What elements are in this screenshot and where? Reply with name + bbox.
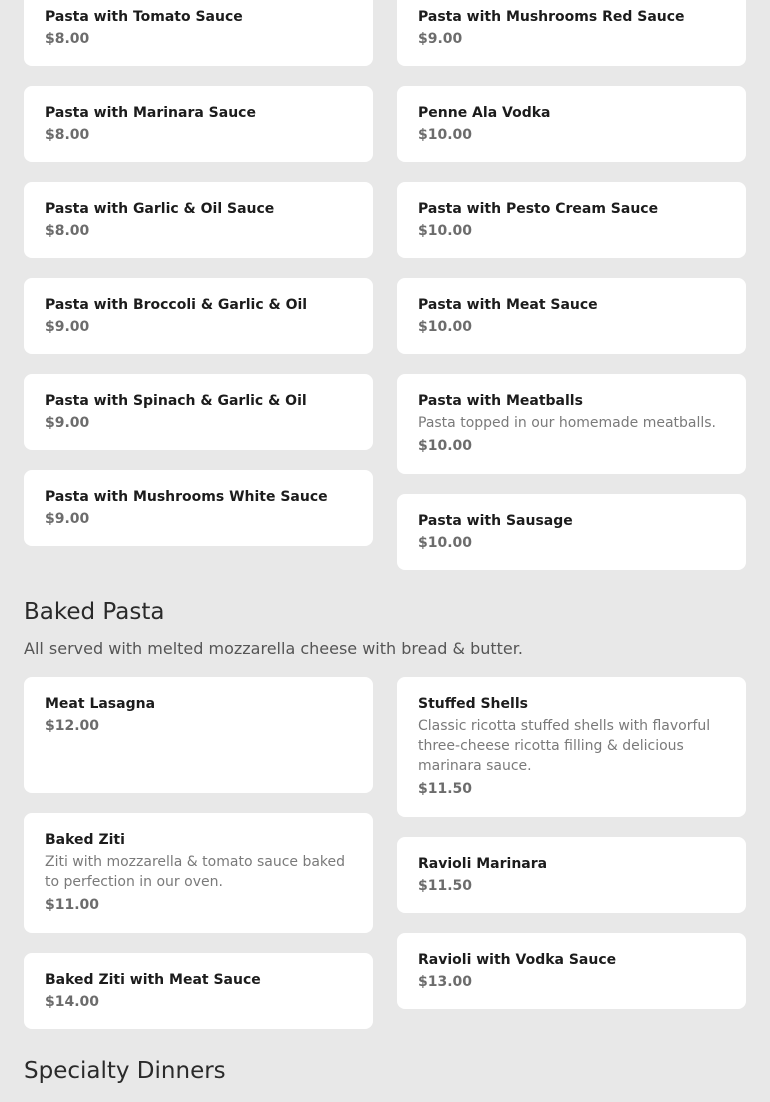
menu-item-card[interactable] (397, 677, 746, 817)
menu-item-name: Baked Ziti with Meat Sauce (45, 972, 261, 988)
menu-item-price: $8.00 (45, 31, 90, 47)
menu-item-card[interactable] (24, 677, 373, 793)
menu-item-name: Pasta with Marinara Sauce (45, 105, 256, 121)
menu-item-card[interactable] (24, 813, 373, 933)
menu-item-name: Penne Ala Vodka (418, 105, 551, 121)
menu-item-name: Baked Ziti (45, 832, 125, 848)
menu-item-name: Pasta with Broccoli & Garlic & Oil (45, 297, 308, 313)
menu-item-name: Ravioli with Vodka Sauce (418, 952, 617, 968)
section-title-specialty-dinners: Specialty Dinners (24, 1058, 226, 1084)
menu-item-price: $10.00 (418, 535, 473, 551)
menu-item-price: $8.00 (45, 223, 90, 239)
menu-item-price: $10.00 (418, 438, 473, 454)
menu-item-card[interactable] (24, 374, 373, 450)
menu-item-name: Pasta with Spinach & Garlic & Oil (45, 393, 307, 409)
menu-item-name: Pasta with Garlic & Oil Sauce (45, 201, 275, 217)
menu-item-price: $13.00 (418, 974, 473, 990)
menu-item-name: Stuffed Shells (418, 696, 528, 712)
menu-item-price: $10.00 (418, 319, 473, 335)
menu-item-card[interactable] (24, 278, 373, 354)
menu-item-price: $14.00 (45, 994, 100, 1010)
menu-item-name: Meat Lasagna (45, 696, 156, 712)
menu-item-card[interactable] (24, 470, 373, 546)
menu-item-description: Ziti with mozzarella & tomato sauce baked to perfection in our oven. (45, 854, 346, 890)
menu-item-description: Pasta topped in our homemade meatballs. (418, 415, 717, 431)
menu-item-card[interactable] (24, 0, 373, 66)
menu-item-price: $12.00 (45, 718, 100, 734)
menu-item-description: Classic ricotta stuffed shells with flavorful three-cheese ricotta filling & delicious marinara sauce. (418, 718, 711, 774)
menu-item-name: Pasta with Tomato Sauce (45, 9, 243, 25)
menu-item-name: Pasta with Meatballs (418, 393, 583, 409)
menu-item-card[interactable] (397, 494, 746, 570)
menu-item-price: $8.00 (45, 127, 90, 143)
menu-item-card[interactable] (397, 278, 746, 354)
menu-item-name: Pasta with Mushrooms Red Sauce (418, 9, 685, 25)
menu-item-name: Pasta with Sausage (418, 513, 573, 529)
menu-item-name: Pasta with Mushrooms White Sauce (45, 489, 328, 505)
menu-item-price: $11.50 (418, 781, 473, 797)
menu-item-price: $11.00 (45, 897, 100, 913)
menu-item-name: Pasta with Meat Sauce (418, 297, 598, 313)
menu-item-price: $11.50 (418, 878, 473, 894)
section-title-baked-pasta: Baked Pasta (24, 599, 165, 625)
menu-item-price: $10.00 (418, 223, 473, 239)
menu-item-price: $9.00 (45, 415, 90, 431)
menu-item-price: $9.00 (45, 319, 90, 335)
section-description: All served with melted mozzarella cheese with bread & butter. (24, 639, 523, 658)
menu-item-card[interactable] (397, 0, 746, 66)
menu-item-card[interactable] (397, 837, 746, 913)
menu-item-card[interactable] (24, 182, 373, 258)
menu-item-price: $9.00 (45, 511, 90, 527)
menu-item-card[interactable] (397, 933, 746, 1009)
menu-item-card[interactable] (397, 374, 746, 474)
menu-item-card[interactable] (397, 86, 746, 162)
menu-item-name: Ravioli Marinara (418, 856, 548, 872)
menu-item-card[interactable] (397, 182, 746, 258)
menu-item-name: Pasta with Pesto Cream Sauce (418, 201, 659, 217)
menu-item-price: $9.00 (418, 31, 463, 47)
menu-item-card[interactable] (24, 953, 373, 1029)
menu-item-card[interactable] (24, 86, 373, 162)
menu-item-price: $10.00 (418, 127, 473, 143)
